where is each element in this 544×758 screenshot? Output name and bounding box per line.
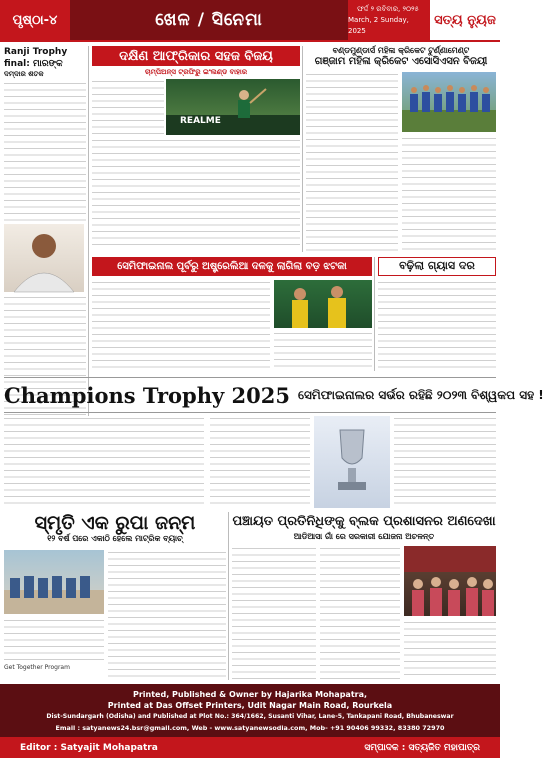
left-story-body-1	[4, 81, 86, 221]
story1-body-left	[92, 79, 164, 135]
champions-trophy-story	[4, 416, 496, 508]
story1-subhead: ଚାମ୍ପିଅନ୍ସ ଟ୍ରଫିରୁ ଇଂଲଣ୍ଡ ବାହାର	[145, 68, 247, 76]
story6-subhead: ଆଡିଆସା ଗାଁ ରେ ସରକାରୀ ଯୋଜନା ଅଚଳନ୍ତ	[293, 532, 435, 541]
story5-body-right	[108, 550, 226, 680]
photo-ad-text: REALME	[180, 116, 221, 126]
left-story-subtitle: ଦମ୍ଦାର ଶତକ	[4, 70, 44, 78]
date-odia: ଫର୍ଦ୍ଦ ୨ ରବିବାର, ୨୦୨୫	[357, 4, 419, 13]
date-block	[348, 0, 428, 40]
trophy-photo	[314, 416, 390, 508]
section-title: ଖେଳ / ସିନେମା	[70, 0, 348, 40]
banner-story-col3	[394, 416, 496, 508]
footer-line3: Dist-Sundargarh (Odisha) and Published at Plot No.: 364/1662, Susanti Vihar, Lane-5, Tankapani Road, Bhubaneswar	[46, 713, 454, 720]
date-english: March, 2 Sunday, 2025	[348, 15, 409, 35]
story4-headline: ବଢ଼ିଲା ଗ୍ୟାସ ଦର	[378, 257, 496, 276]
left-story-title: Ranji Trophy final: ମାରଙ୍କ	[4, 47, 68, 69]
alumni-photo	[4, 550, 104, 614]
page-number: ପୃଷ୍ଠା-୪	[0, 0, 70, 40]
australia-players-photo	[274, 280, 372, 328]
story-ganjam-cricket	[306, 46, 496, 252]
story4-body	[378, 280, 496, 370]
women-team-photo	[402, 72, 496, 132]
story5-headline: ସ୍ମୃତି ଏକ ରୁପା ଜନ୍ମ	[34, 512, 196, 534]
banner-story-col1	[4, 416, 204, 508]
story2-headline1: ବଣ୍ଡମୁଣ୍ଡାର୍ସ ମହିଳା କ୍ରିକେଟ ଟୁର୍ଣ୍ଣାମେଣ୍ଟ	[332, 46, 470, 55]
story-alumni-meet	[4, 512, 226, 680]
banner-story-col2	[210, 416, 310, 508]
village-meeting-photo	[404, 546, 496, 616]
story1-body	[92, 138, 300, 250]
story6-body-col2	[320, 546, 400, 680]
editor-bar	[0, 737, 500, 758]
banner-english: Champions Trophy 2025	[4, 382, 290, 408]
story6-headline: ପଞ୍ଚାୟତ ପ୍ରତିନିଧିଙ୍କୁ ବ୍ଲକ ପ୍ରଶାସନର ଅଣଦେଖା	[232, 514, 496, 529]
brand-logo: ସତ୍ୟ ନ୍ୟୁଜ	[428, 0, 500, 40]
story6-body-col1	[232, 546, 316, 680]
story-panchayat	[232, 512, 496, 680]
story5-body-left	[4, 618, 104, 662]
player-photo	[4, 224, 84, 292]
cricket-photo	[166, 79, 300, 135]
story2-headline2: ଗଞ୍ଜାମ ମହିଳା କ୍ରିକେଟ ଏସୋସିଏସନ ବିଜୟୀ	[314, 56, 488, 67]
masthead	[0, 0, 500, 42]
champions-trophy-banner	[4, 377, 544, 413]
footer-line2: Printed at Das Offset Printers, Udit Nagar Main Road, Rourkela	[107, 701, 393, 710]
story-gas-price	[378, 257, 496, 371]
story3-body-right	[274, 331, 372, 371]
story5-caption: Get Together Program	[4, 664, 70, 671]
story3-body-left	[92, 280, 270, 371]
editor-name: Editor : Satyajit Mohapatra	[20, 742, 158, 753]
editor-name-odia: ସମ୍ପାଦକ : ସତ୍ୟଜିତ ମହାପାତ୍ର	[364, 742, 480, 753]
story5-subhead: ୧୨ ବର୍ଷ ପରେ ଏକାଠି ହେଲେ ମାଟ୍ରିକ ବ୍ୟାଚ୍	[47, 534, 183, 543]
footer-line1: Printed, Published & Owner by Hajarika Mohapatra,	[132, 690, 368, 699]
story-australia	[92, 257, 372, 371]
story1-headline: ଦକ୍ଷିଣ ଆଫ୍ରିକାର ସହଜ ବିଜୟ	[92, 46, 300, 66]
story3-headline: ସେମିଫାଇନାଲ ପୂର୍ବରୁ ଅଷ୍ଟ୍ରେଲିଆ ଦଳକୁ ଲାଗିଲା ବଡ଼ ଝଟକା	[92, 257, 372, 276]
story2-body-left	[306, 72, 398, 252]
story-south-africa	[92, 46, 300, 252]
story2-body-right	[402, 136, 496, 252]
banner-odia: ସେମିଫାଇନାଲର ସର୍ଭର ରହିଛି ୨୦୨୩ ବିଶ୍ୱକପ ସହ !	[297, 387, 544, 402]
story6-body-col3	[404, 620, 496, 680]
footer-line4: Email : satyanews24.bsr@gmail.com, Web - www.satyanewsodia.com, Mob- +91 90406 99332, 83380 72970	[55, 724, 445, 732]
